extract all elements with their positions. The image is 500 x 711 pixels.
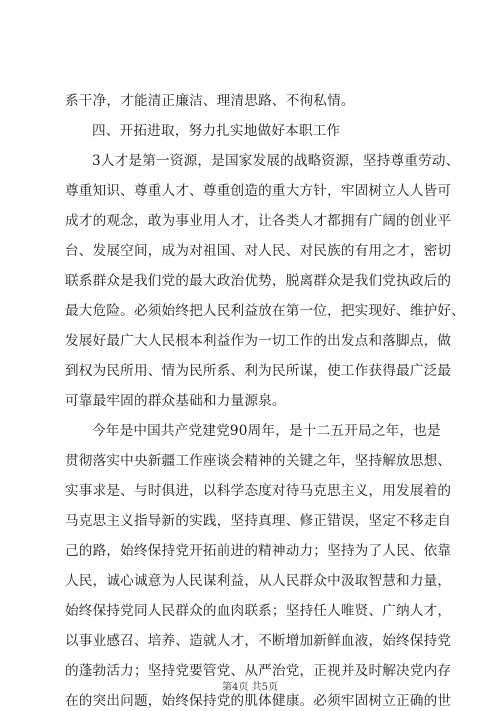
text-line: 今年是中国共产党建党90周年，是十二五开局之年，也是: [92, 423, 441, 439]
page-footer: 第4页 共5页: [222, 682, 278, 693]
text-line: 以事业感召、培养、造就人才，不断增加新鲜血液，始终保持党: [65, 633, 452, 649]
text-line: 台、发展空间，成为对祖国、对人民、对民族的有用之才，密切: [65, 243, 452, 259]
text-line: 贯彻落实中央新疆工作座谈会精神的关键之年，坚持解放思想、: [65, 453, 452, 469]
text-line: 在的突出问题，始终保持党的肌体健康。必须牢固树立正确的世: [65, 693, 452, 709]
text-line: 可靠最牢固的群众基础和力量源泉。: [65, 393, 286, 409]
text-line: 3人才是第一资源，是国家发展的战略资源，坚持尊重劳动、: [92, 153, 460, 169]
text-line: 到权为民所用、情为民所系、利为民所谋，使工作获得最广泛最: [65, 363, 452, 379]
text-line: 己的路，始终保持党开拓前进的精神动力；坚持为了人民、依靠: [65, 543, 452, 559]
text-line: 尊重知识、尊重人才、尊重创造的重大方针，牢固树立人人皆可: [65, 183, 452, 199]
text-line: 成才的观念，敢为事业用人才，让各类人才都拥有广阔的创业平: [65, 213, 452, 229]
text-line: 的蓬勃活力；坚持党要管党、从严治党，正视并及时解决党内存: [65, 663, 452, 679]
text-line: 人民，诚心诚意为人民谋利益，从人民群众中汲取智慧和力量，: [65, 573, 452, 589]
text-line: 系干净，才能清正廉洁、理清思路、不徇私情。: [65, 93, 355, 109]
text-line: 始终保持党同人民群众的血肉联系；坚持任人唯贤、广纳人才，: [65, 603, 452, 619]
text-line: 发展好最广大人民根本利益作为一切工作的出发点和落脚点，做: [65, 333, 452, 349]
text-line: 实事求是、与时俱进，以科学态度对待马克思主义，用发展着的: [65, 483, 452, 499]
section-heading: 四、开拓进取，努力扎实地做好本职工作: [92, 123, 341, 139]
text-line: 最大危险。必须始终把人民利益放在第一位，把实现好、维护好、: [65, 303, 466, 319]
text-line: 联系群众是我们党的最大政治优势，脱离群众是我们党执政后的: [65, 273, 452, 289]
text-line: 马克思主义指导新的实践，坚持真理、修正错误，坚定不移走自: [65, 513, 452, 529]
